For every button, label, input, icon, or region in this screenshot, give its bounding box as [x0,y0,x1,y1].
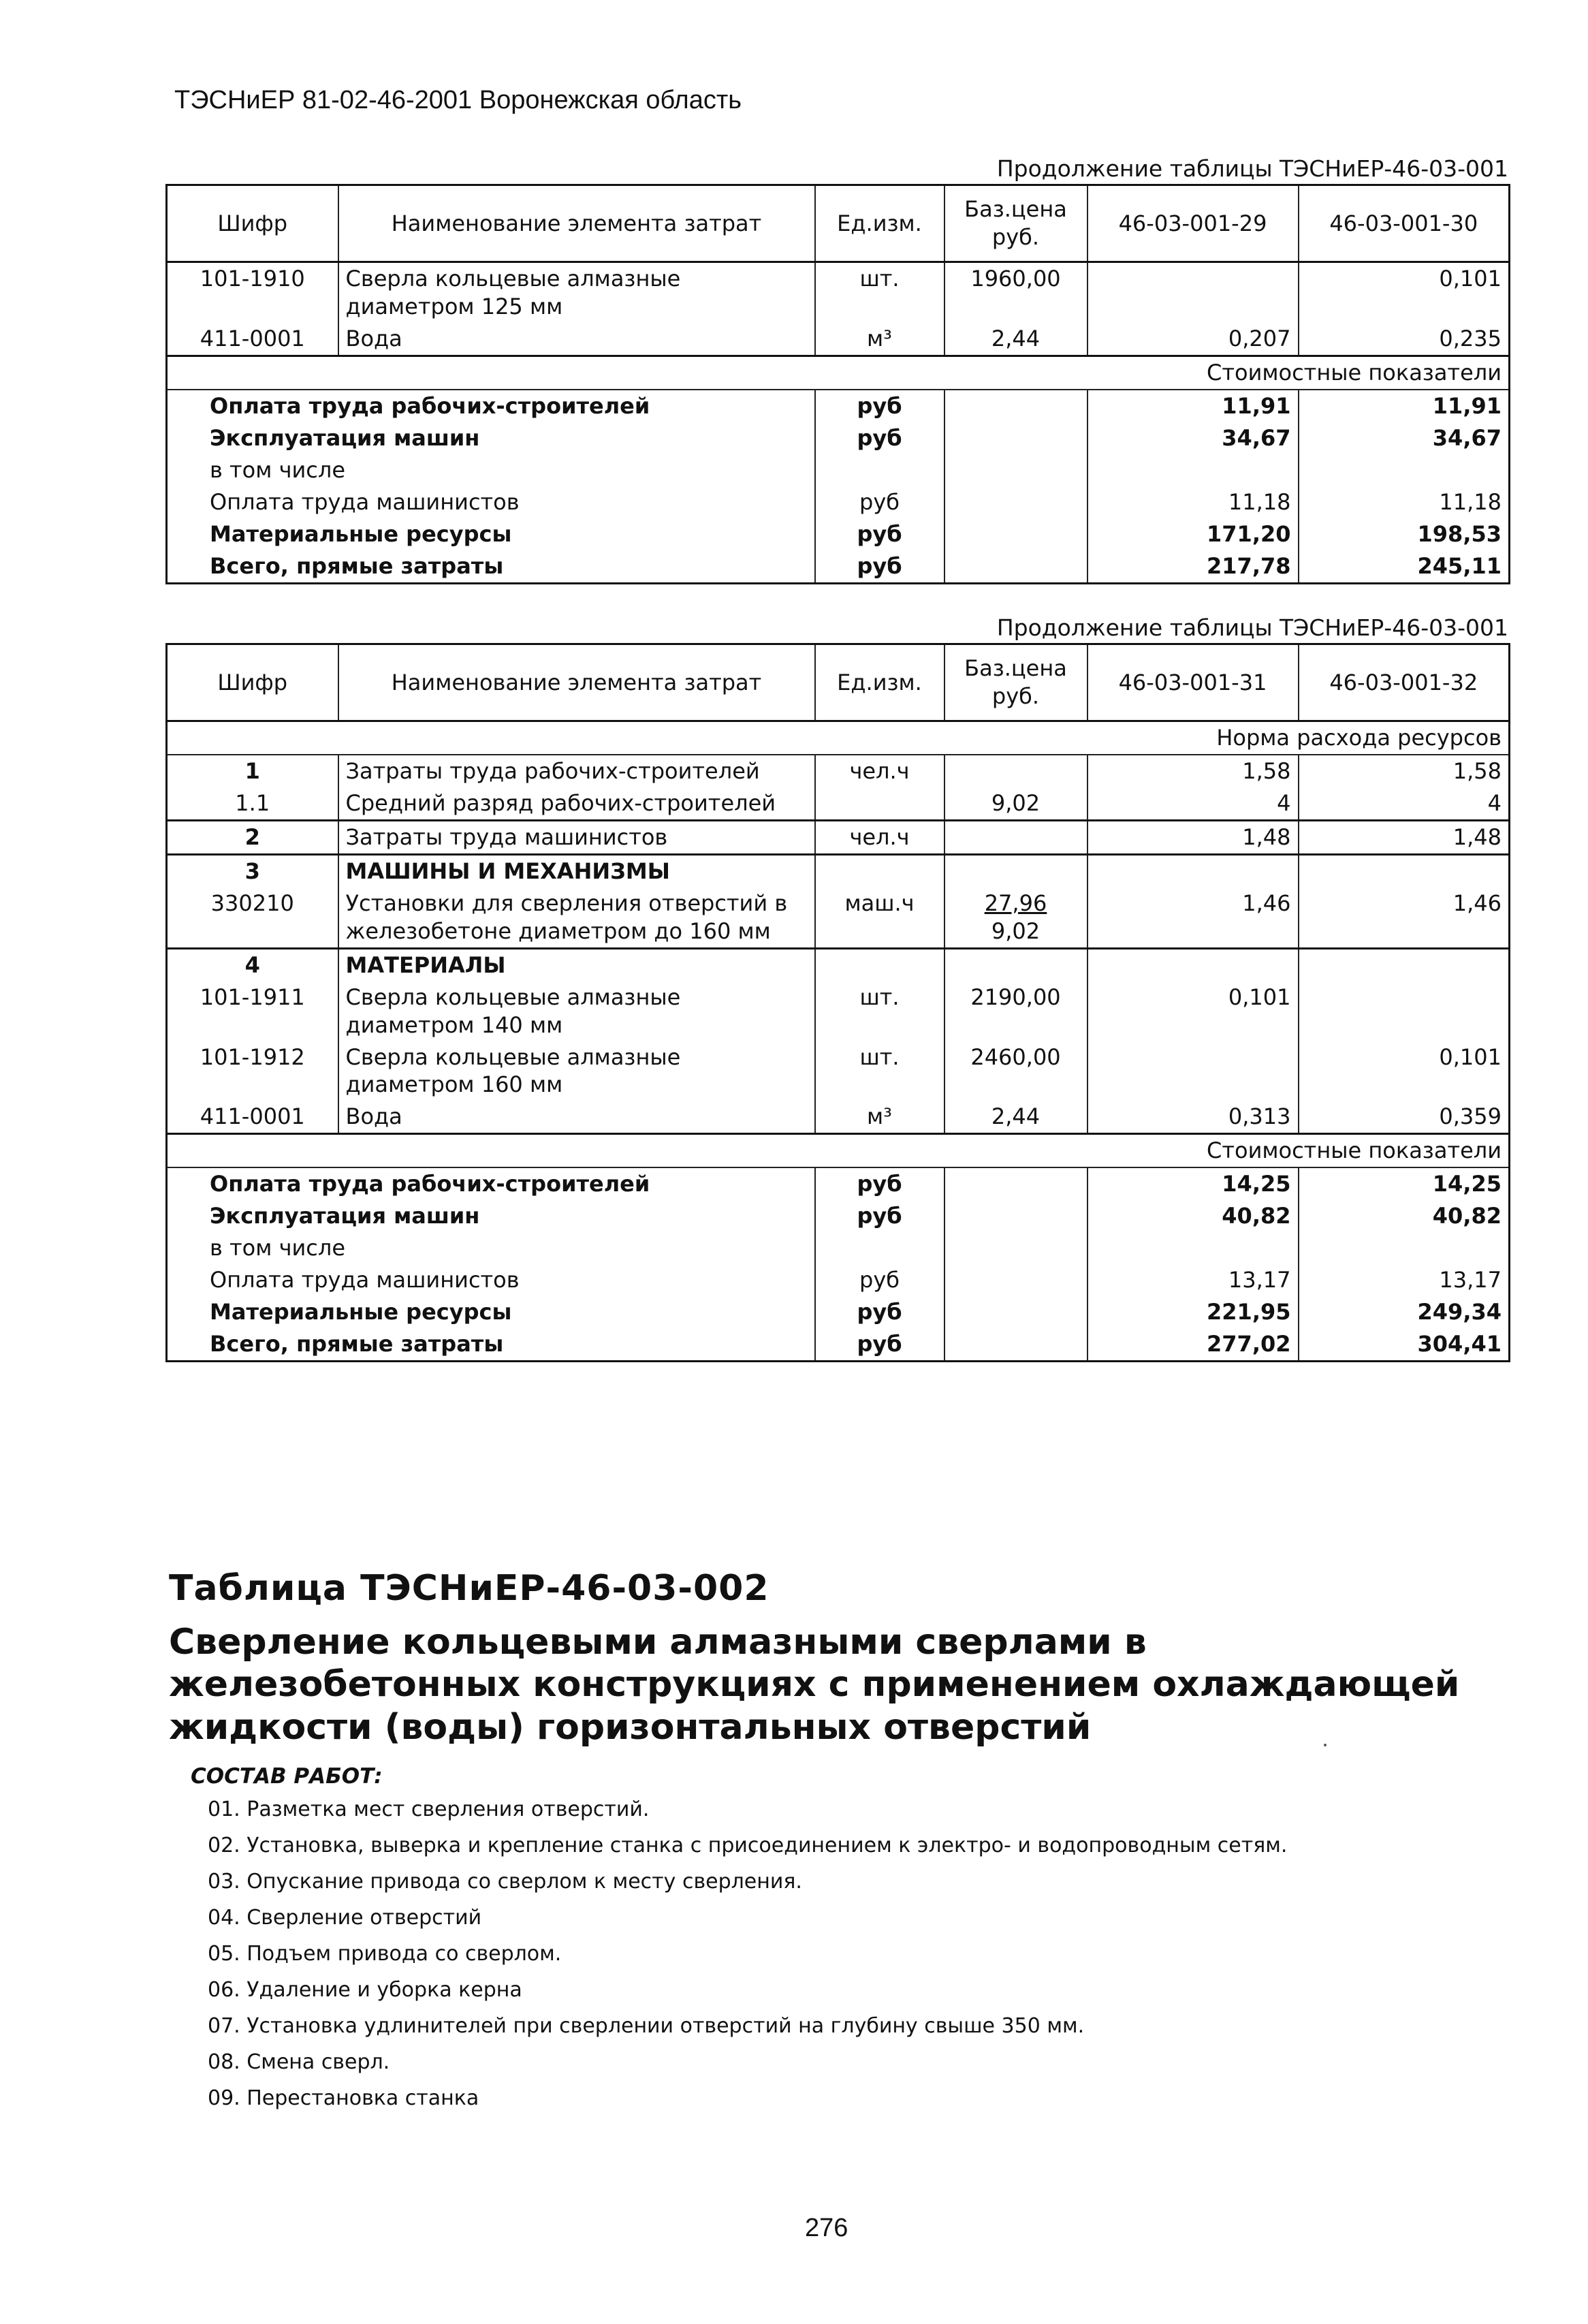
row-price: 2190,00 [944,982,1087,1041]
row-unit: чел.ч [815,755,944,787]
cost-name: Оплата труда машинистов [210,488,520,515]
cost-price [944,486,1087,518]
column-header-code-2: 46-03-001-32 [1299,644,1510,721]
table-row [167,948,1510,981]
section-note: Норма расхода ресурсов [167,721,1510,755]
cost-value-1: 14,25 [1087,1167,1299,1200]
cost-value-1: 221,95 [1087,1296,1299,1328]
column-header-price: Баз.цена руб. [944,644,1087,721]
cost-value-2: 11,91 [1299,390,1510,422]
section-note-row [167,721,1510,755]
row-code: 101-1911 [200,984,305,1010]
row-code: 101-1910 [200,266,305,292]
scan-speck [1324,1744,1327,1746]
row-price [944,755,1087,787]
row-price: 1960,00 [944,262,1087,323]
row-value-1: 1,48 [1087,820,1299,854]
cost-unit: руб [815,518,944,550]
cost-unit: руб [815,1264,944,1296]
column-header-price: Баз.цена руб. [944,185,1087,262]
cost-value-1: 11,18 [1087,486,1299,518]
row-name: МАТЕРИАЛЫ [338,948,815,981]
row-price: 2460,00 [944,1041,1087,1101]
resource-table-2 [165,643,1510,1362]
column-header-unit: Ед.изм. [815,185,944,262]
section-note: Стоимостные показатели [167,356,1510,389]
row-unit: шт. [815,982,944,1041]
cost-value-1: 277,02 [1087,1328,1299,1361]
cost-price [944,1167,1087,1200]
table-continuation-label: Продолжение таблицы ТЭСНиЕР-46-03-001 [996,155,1508,182]
row-code: 4 [167,948,338,981]
cost-row [167,1296,1510,1328]
column-header-code-1: 46-03-001-31 [1087,644,1299,721]
section-note: Стоимостные показатели [167,1134,1510,1167]
row-value-1: 1,46 [1087,888,1299,948]
row-value-1: 4 [1087,787,1299,820]
cost-name: Оплата труда рабочих-строителей [210,392,650,419]
cost-unit: руб [815,1328,944,1361]
row-value-1: 0,207 [1087,323,1299,356]
work-item: 09. Перестановка станка [208,2086,479,2110]
row-price [944,948,1087,981]
cost-value-1: 217,78 [1087,550,1299,583]
cost-value-2: 198,53 [1299,518,1510,550]
table-row [167,262,1510,323]
cost-row [167,486,1510,518]
cost-price [944,390,1087,422]
cost-price [944,1296,1087,1328]
row-value-2 [1299,854,1510,887]
column-header-code: Шифр [167,185,338,262]
row-unit [815,854,944,887]
cost-name: Всего, прямые затраты [210,1331,504,1357]
cost-row [167,454,1510,486]
column-header-code: Шифр [167,644,338,721]
cost-unit: руб [815,1296,944,1328]
row-value-2: 0,101 [1299,1041,1510,1101]
table-row [167,854,1510,887]
table-row [167,755,1510,787]
row-unit [815,787,944,820]
cost-value-1: 171,20 [1087,518,1299,550]
work-item: 07. Установка удлинителей при сверлении отверстий на глубину свыше 350 мм. [208,2014,1085,2038]
row-code: 330210 [210,890,294,916]
cost-value-2: 13,17 [1299,1264,1510,1296]
cost-name: в том числе [210,456,345,483]
row-value-1: 1,58 [1087,755,1299,787]
cost-row [167,1232,1510,1264]
row-name: Затраты труда машинистов [338,820,815,854]
page-header: ТЭСНиЕР 81-02-46-2001 Воронежская область [174,86,742,114]
cost-price [944,422,1087,454]
work-item: 03. Опускание привода со сверлом к месту сверления. [208,1870,802,1894]
page-number: 276 [805,2214,848,2242]
cost-row [167,1328,1510,1361]
table-description: Сверление кольцевыми алмазными сверлами в железобетонных конструкциях с применением охлаждающей жидкости (воды) горизонтальных отверстий [169,1622,1460,1748]
column-header-code-1: 46-03-001-29 [1087,185,1299,262]
cost-name: в том числе [210,1235,345,1261]
cost-unit: руб [815,1200,944,1232]
row-value-1 [1087,1041,1299,1101]
cost-value-1: 40,82 [1087,1200,1299,1232]
cost-value-1: 11,91 [1087,390,1299,422]
cost-price [944,1264,1087,1296]
table-header-row [167,185,1510,262]
cost-price [944,1328,1087,1361]
row-name: Вода [338,323,815,356]
row-unit [815,948,944,981]
row-unit: чел.ч [815,820,944,854]
cost-value-2: 40,82 [1299,1200,1510,1232]
cost-name: Всего, прямые затраты [210,552,504,579]
cost-value-1: 34,67 [1087,422,1299,454]
cost-unit: руб [815,486,944,518]
cost-name: Эксплуатация машин [210,424,480,451]
row-value-1 [1087,854,1299,887]
work-item: 04. Сверление отверстий [208,1906,482,1930]
cost-row [167,422,1510,454]
section-note-row [167,1134,1510,1167]
cost-value-2: 11,18 [1299,486,1510,518]
row-name: Средний разряд рабочих-строителей [338,787,815,820]
row-value-2: 0,359 [1299,1101,1510,1133]
row-value-1 [1087,948,1299,981]
cost-value-2: 245,11 [1299,550,1510,583]
row-value-1: 0,101 [1087,982,1299,1041]
cost-value-1 [1087,1232,1299,1264]
cost-name: Оплата труда машинистов [210,1267,520,1293]
table-row [167,1041,1510,1101]
row-name: МАШИНЫ И МЕХАНИЗМЫ [338,854,815,887]
table-row [167,820,1510,854]
cost-value-2: 249,34 [1299,1296,1510,1328]
cost-name: Оплата труда рабочих-строителей [210,1171,650,1197]
row-code: 2 [167,820,338,854]
column-header-code-2: 46-03-001-30 [1299,185,1510,262]
row-value-2 [1299,948,1510,981]
table-row [167,982,1510,1041]
row-unit: м³ [815,1101,944,1133]
row-price: 27,96 9,02 [944,888,1087,948]
row-price [944,854,1087,887]
table-header-row [167,644,1510,721]
cost-row [167,518,1510,550]
work-item: 06. Удаление и уборка керна [208,1978,522,2002]
cost-price [944,518,1087,550]
cost-row [167,1200,1510,1232]
row-code: 411-0001 [200,325,305,351]
cost-value-1: 13,17 [1087,1264,1299,1296]
row-code: 1.1 [235,789,270,816]
table-row [167,1101,1510,1133]
work-item: 02. Установка, выверка и крепление станка с присоединением к электро- и водопроводным сетям. [208,1834,1288,1857]
row-unit: шт. [815,1041,944,1101]
table-title: Таблица ТЭСНиЕР-46-03-002 [169,1568,769,1609]
cost-value-2 [1299,454,1510,486]
column-header-unit: Ед.изм. [815,644,944,721]
row-price: 2,44 [944,1101,1087,1133]
cost-value-2: 304,41 [1299,1328,1510,1361]
row-value-2: 4 [1299,787,1510,820]
cost-row [167,390,1510,422]
work-item: 08. Смена сверл. [208,2050,390,2074]
row-price: 9,02 [944,787,1087,820]
cost-name: Материальные ресурсы [210,520,512,547]
cost-unit: руб [815,550,944,583]
row-name: Сверла кольцевые алмазные диаметром 160 мм [338,1041,815,1101]
cost-row [167,1167,1510,1200]
section-note-row [167,356,1510,389]
cost-name: Эксплуатация машин [210,1203,480,1229]
works-list [208,1791,1287,2116]
row-name: Сверла кольцевые алмазные диаметром 125 мм [338,262,815,323]
row-value-2 [1299,982,1510,1041]
row-code: 3 [167,854,338,887]
cost-unit: руб [815,422,944,454]
cost-row [167,1264,1510,1296]
cost-value-2 [1299,1232,1510,1264]
row-unit: шт. [815,262,944,323]
row-name: Вода [338,1101,815,1133]
table-row [167,323,1510,356]
row-price: 2,44 [944,323,1087,356]
work-item: 01. Разметка мест сверления отверстий. [208,1797,650,1821]
row-value-2: 1,58 [1299,755,1510,787]
row-value-1 [1087,262,1299,323]
resource-table-1 [165,184,1510,584]
cost-value-1 [1087,454,1299,486]
cost-row [167,550,1510,583]
row-code: 1 [244,757,260,784]
row-value-2: 0,235 [1299,323,1510,356]
row-value-2: 0,101 [1299,262,1510,323]
row-unit: м³ [815,323,944,356]
cost-price [944,1200,1087,1232]
row-value-2: 1,48 [1299,820,1510,854]
row-value-1: 0,313 [1087,1101,1299,1133]
row-price [944,820,1087,854]
row-code: 411-0001 [200,1103,305,1130]
column-header-name: Наименование элемента затрат [338,644,815,721]
cost-name: Материальные ресурсы [210,1299,512,1325]
cost-value-2: 14,25 [1299,1167,1510,1200]
works-label: СОСТАВ РАБОТ: [191,1764,383,1789]
row-code: 101-1912 [200,1043,305,1070]
cost-unit [815,1232,944,1264]
row-unit: маш.ч [815,888,944,948]
cost-price [944,1232,1087,1264]
column-header-name: Наименование элемента затрат [338,185,815,262]
table-row [167,787,1510,820]
cost-value-2: 34,67 [1299,422,1510,454]
cost-price [944,454,1087,486]
table-continuation-label: Продолжение таблицы ТЭСНиЕР-46-03-001 [996,614,1508,641]
row-name: Сверла кольцевые алмазные диаметром 140 мм [338,982,815,1041]
table-row [167,888,1510,948]
cost-unit: руб [815,390,944,422]
cost-unit [815,454,944,486]
row-value-2: 1,46 [1299,888,1510,948]
cost-unit: руб [815,1167,944,1200]
row-name: Затраты труда рабочих-строителей [338,755,815,787]
work-item: 05. Подъем привода со сверлом. [208,1942,562,1966]
row-name: Установки для сверления отверстий в железобетоне диаметром до 160 мм [338,888,815,948]
cost-price [944,550,1087,583]
